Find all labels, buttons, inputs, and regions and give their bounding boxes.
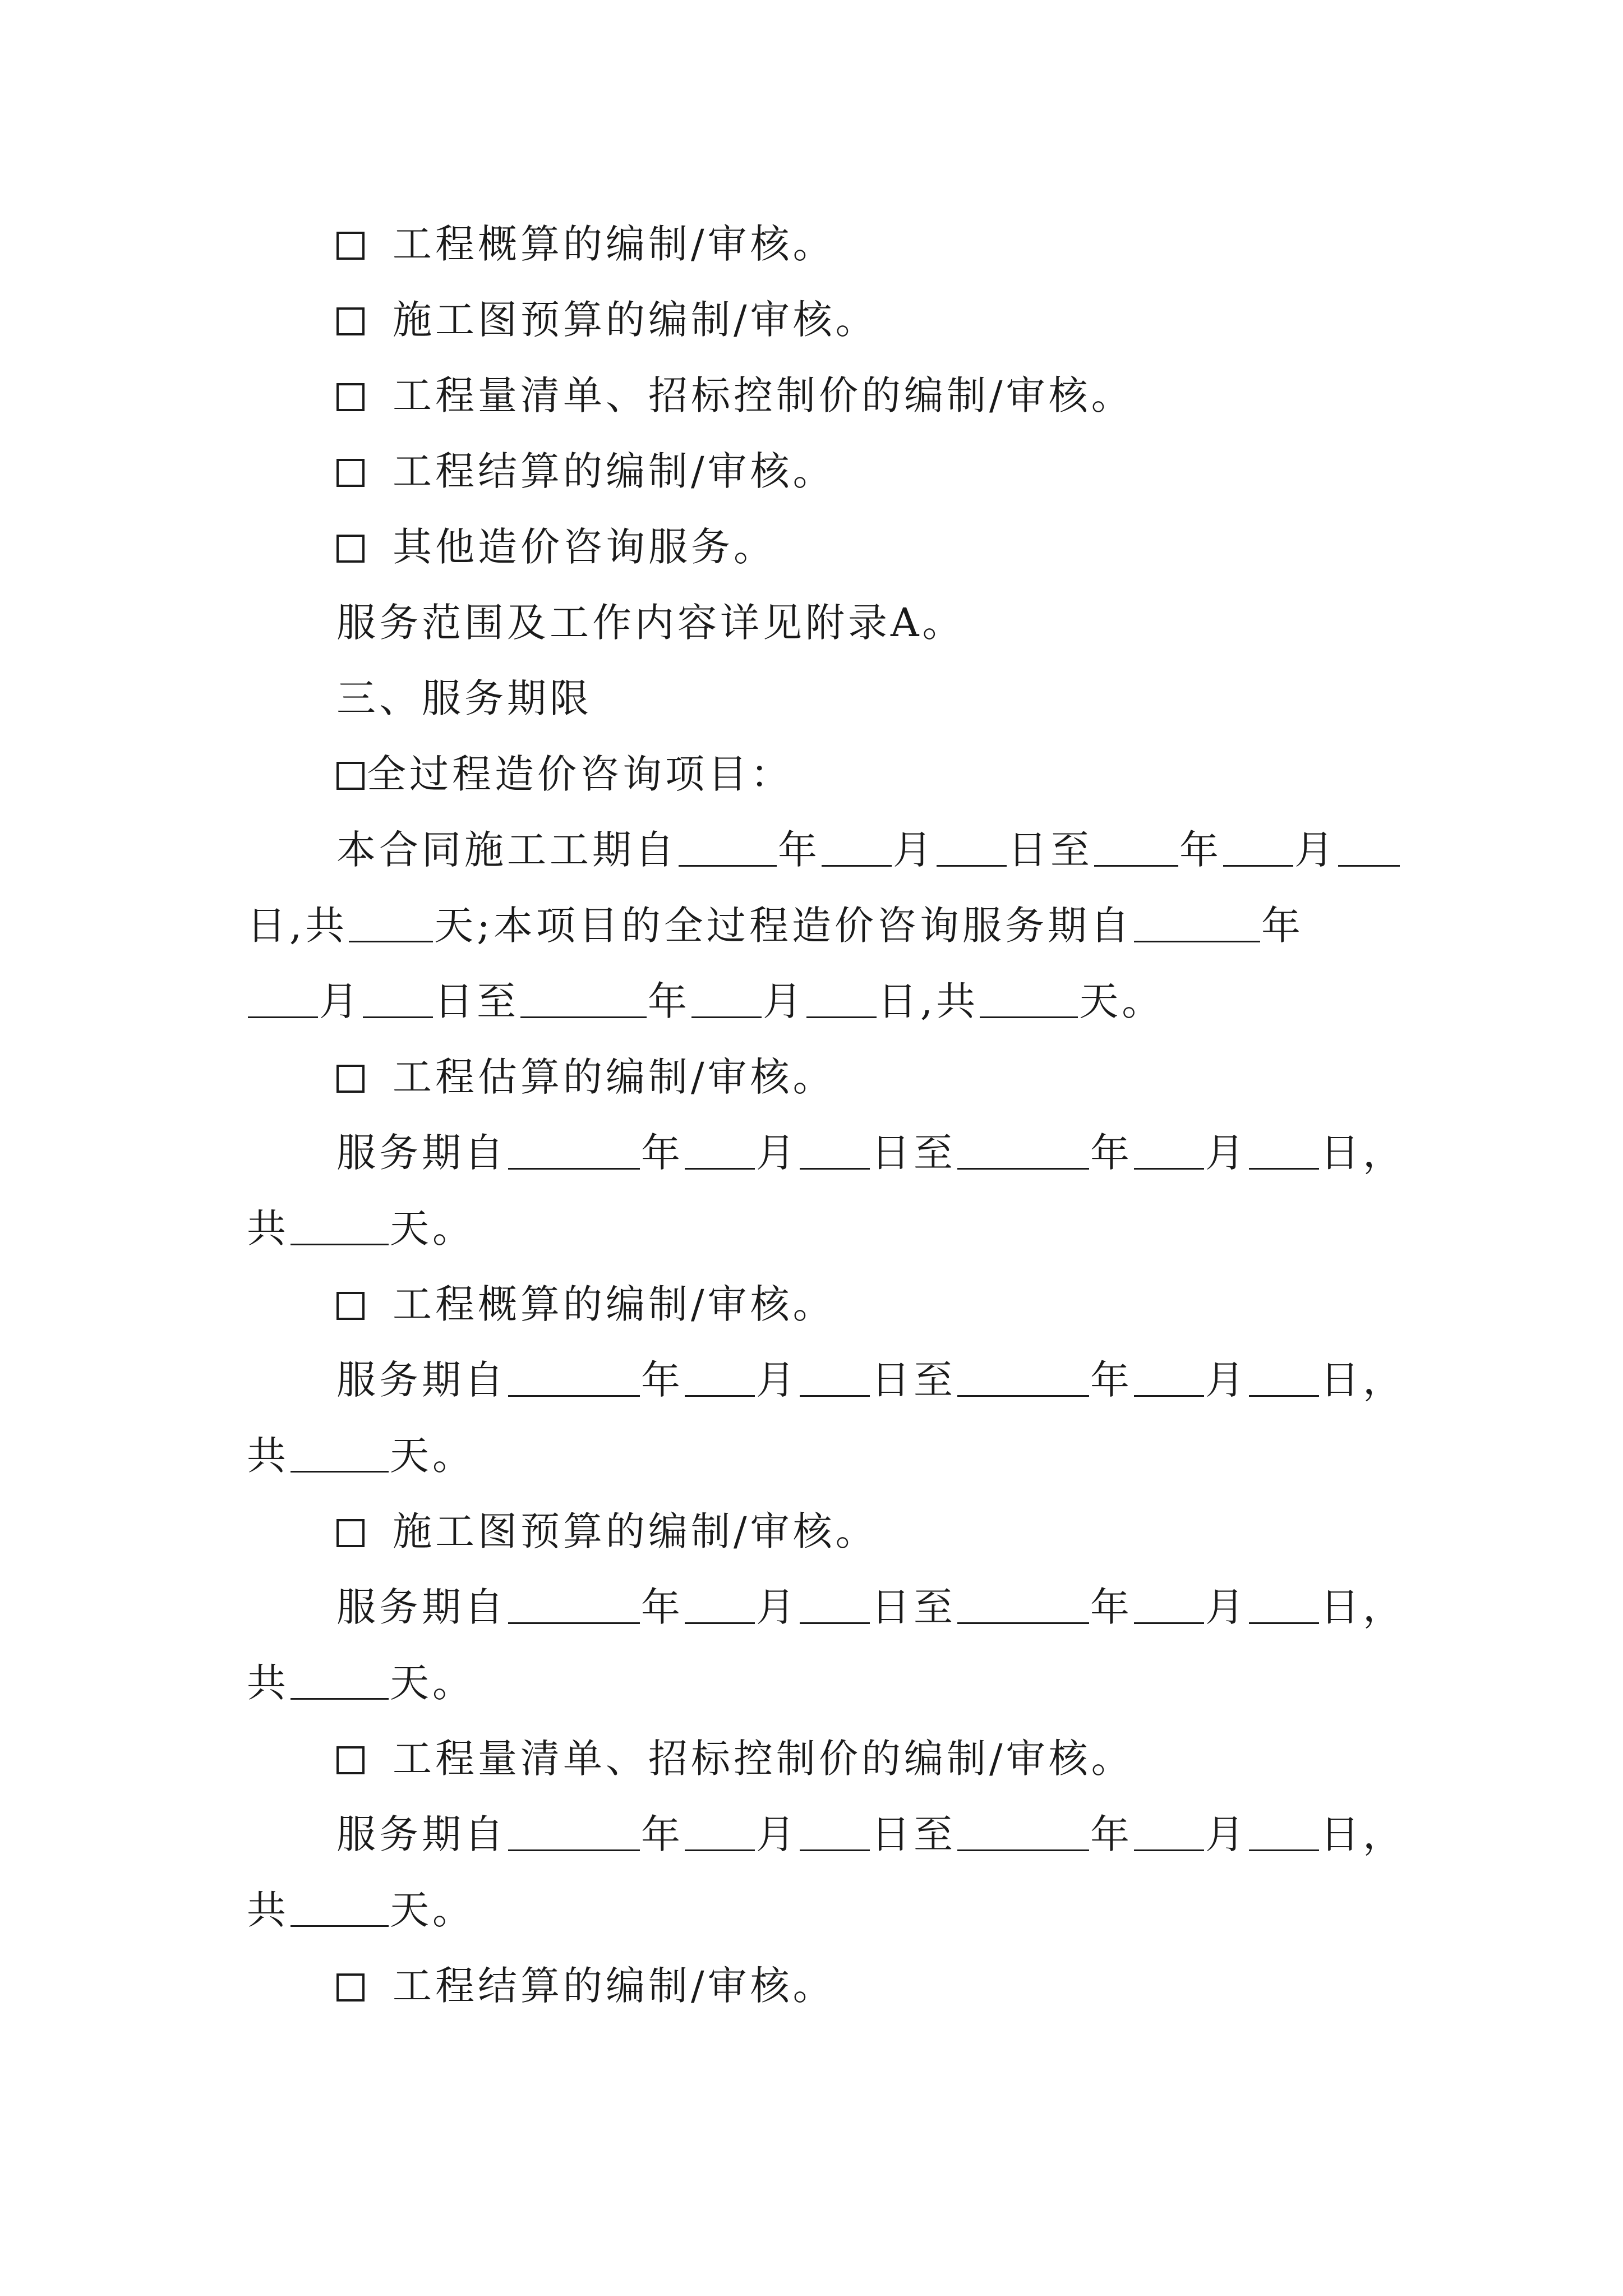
period-line: 服务期自 年 月 日至 年 月 日， xyxy=(336,1130,1405,1176)
day-blank[interactable] xyxy=(800,1134,870,1170)
period-line: 服务期自 年 月 日至 年 月 日， xyxy=(336,1811,1405,1857)
days-blank[interactable] xyxy=(291,1437,389,1473)
checkbox[interactable] xyxy=(336,232,365,260)
period-item: 工程概算的编制/审核。 xyxy=(336,1282,836,1327)
checkbox[interactable] xyxy=(336,459,365,487)
month-blank[interactable] xyxy=(1134,1361,1204,1397)
period-item: 工程量清单、招标控制价的编制/审核。 xyxy=(336,1736,1134,1781)
year-blank[interactable] xyxy=(957,1361,1089,1397)
day-blank[interactable] xyxy=(800,1816,870,1851)
section-title: 三、服务期限 xyxy=(336,675,592,721)
day-blank[interactable] xyxy=(363,983,433,1018)
month-blank[interactable] xyxy=(691,983,762,1018)
month-blank[interactable] xyxy=(1134,1134,1204,1170)
month-blank[interactable] xyxy=(822,831,892,867)
year-blank[interactable] xyxy=(957,1134,1089,1170)
day-blank[interactable] xyxy=(1249,1361,1319,1397)
checkbox[interactable] xyxy=(336,383,365,411)
day-blank[interactable] xyxy=(806,983,877,1018)
day-blank[interactable] xyxy=(800,1589,870,1624)
days-blank[interactable] xyxy=(291,1664,389,1700)
scope-item: 施工图预算的编制/审核。 xyxy=(336,297,878,342)
month-blank[interactable] xyxy=(685,1134,755,1170)
year-blank[interactable] xyxy=(508,1816,640,1851)
day-blank[interactable] xyxy=(1249,1816,1319,1851)
scope-note: 服务范围及工作内容详见附录A。 xyxy=(336,600,965,646)
days-blank[interactable] xyxy=(291,1210,389,1245)
period-item: 工程结算的编制/审核。 xyxy=(336,1963,836,2008)
period-item: 施工图预算的编制/审核。 xyxy=(336,1509,878,1554)
year-blank[interactable] xyxy=(679,831,777,867)
period-line: 服务期自 年 月 日至 年 月 日， xyxy=(336,1357,1405,1403)
year-blank[interactable] xyxy=(508,1361,640,1397)
checkbox[interactable] xyxy=(336,535,365,563)
checkbox[interactable] xyxy=(336,1519,365,1547)
month-blank[interactable] xyxy=(1223,831,1293,867)
period-item: 工程估算的编制/审核。 xyxy=(336,1055,836,1099)
checkbox[interactable] xyxy=(336,1973,365,2001)
full-process-line-3: 月 日至 年 月 日,共 天。 xyxy=(247,979,1164,1024)
year-blank[interactable] xyxy=(508,1134,640,1170)
checkbox[interactable] xyxy=(336,762,365,790)
period-total: 共 天。 xyxy=(247,1205,475,1251)
full-process-item: 全过程造价咨询项目： xyxy=(336,752,793,797)
checkbox[interactable] xyxy=(336,307,365,335)
year-blank[interactable] xyxy=(1134,907,1260,942)
days-blank[interactable] xyxy=(349,907,433,942)
period-total: 共 天。 xyxy=(247,1887,475,1933)
days-blank[interactable] xyxy=(980,983,1078,1018)
full-process-line-1: 本合同施工工期自 年 月 日至 年 月 xyxy=(336,827,1401,872)
checkbox[interactable] xyxy=(336,1292,365,1320)
day-blank[interactable] xyxy=(1338,831,1400,867)
period-total: 共 天。 xyxy=(247,1433,475,1479)
year-blank[interactable] xyxy=(957,1589,1089,1624)
month-blank[interactable] xyxy=(1134,1589,1204,1624)
day-blank[interactable] xyxy=(1249,1134,1319,1170)
year-blank[interactable] xyxy=(957,1816,1089,1851)
month-blank[interactable] xyxy=(685,1361,755,1397)
month-blank[interactable] xyxy=(685,1816,755,1851)
month-blank[interactable] xyxy=(248,983,318,1018)
day-blank[interactable] xyxy=(937,831,1007,867)
days-blank[interactable] xyxy=(291,1892,389,1927)
scope-item: 工程量清单、招标控制价的编制/审核。 xyxy=(336,373,1134,418)
full-process-line-2: 日,共 天;本项目的全过程造价咨询服务期自 年 xyxy=(247,903,1304,949)
month-blank[interactable] xyxy=(685,1589,755,1624)
period-total: 共 天。 xyxy=(247,1660,475,1706)
scope-item: 工程结算的编制/审核。 xyxy=(336,449,836,494)
scope-item: 其他造价咨询服务。 xyxy=(336,524,776,569)
scope-item: 工程概算的编制/审核。 xyxy=(336,222,836,266)
checkbox[interactable] xyxy=(336,1746,365,1774)
year-blank[interactable] xyxy=(1094,831,1178,867)
year-blank[interactable] xyxy=(508,1589,640,1624)
month-blank[interactable] xyxy=(1134,1816,1204,1851)
period-line: 服务期自 年 月 日至 年 月 日， xyxy=(336,1584,1405,1630)
year-blank[interactable] xyxy=(520,983,647,1018)
day-blank[interactable] xyxy=(800,1361,870,1397)
checkbox[interactable] xyxy=(336,1065,365,1093)
day-blank[interactable] xyxy=(1249,1589,1319,1624)
